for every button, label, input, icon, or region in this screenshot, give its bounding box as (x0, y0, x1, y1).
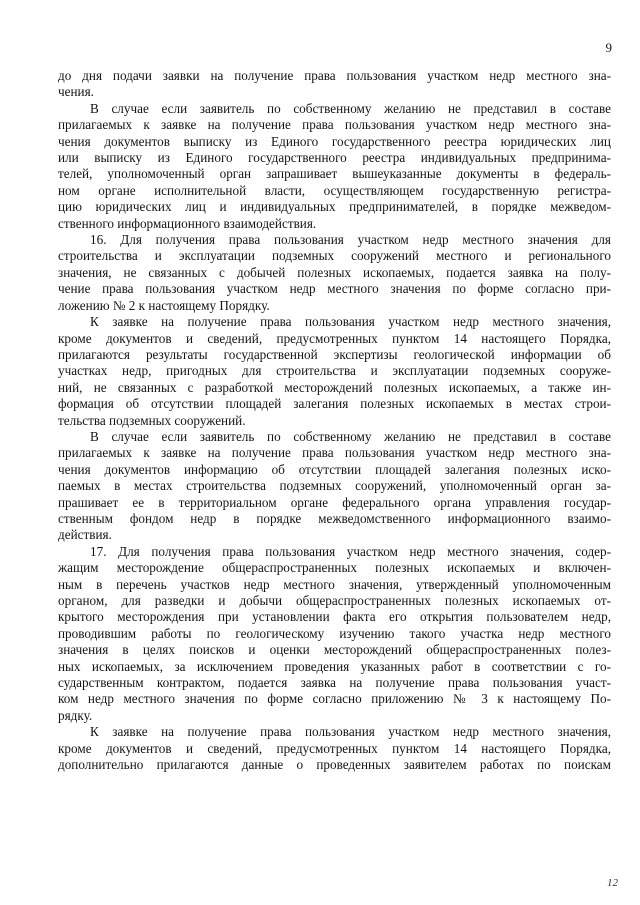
paragraph (58, 314, 611, 429)
text-line: ственного информационного взаимодействия. (58, 215, 317, 231)
text-line: кроме документов и сведений, предусмотренных пунктом 14 настоящего Порядка, (58, 330, 611, 346)
text-line: В случае если заявитель по собственному желанию не представил в составе (90, 100, 611, 116)
text-line: органом, для разведки и добычи общераспространенных полезных ископаемых от- (58, 593, 611, 608)
paragraph (58, 101, 611, 232)
text-line: ний, не связанных с разработкой месторождений полезных ископаемых, а также ин- (58, 379, 611, 395)
text-line: ном органе исполнительной власти, осуществляющем государственную регистра- (58, 182, 611, 198)
text-line: чения. (58, 84, 94, 100)
text-line: К заявке на получение права пользования участком недр местного значения, (90, 724, 611, 740)
text-line: ком недр местного значения по форме согласно приложению № 3 к настоящему По- (58, 691, 611, 707)
paragraph (58, 232, 611, 314)
text-line: телей, уполномоченный орган запрашивает вышеуказанные документы в федераль- (58, 166, 611, 182)
text-line: участках недр, пригодных для строительства и эксплуатации подземных сооруже- (58, 363, 611, 379)
page-number: 9 (605, 40, 612, 55)
text-line: К заявке на получение права пользования участком недр местного значения, (90, 314, 611, 330)
text-line: или выписку из Единого государственного реестра индивидуальных предпринима- (58, 150, 611, 166)
text-line: значения, не связанных с добычей полезных ископаемых, подается заявка на полу- (58, 264, 611, 280)
text-line: проводившим работы по геологическому изучению такого участка недр местного (58, 625, 611, 641)
text-line: рядку. (58, 707, 93, 723)
text-line: прашивает ее в территориальном органе федерального органа управления государ- (58, 494, 611, 510)
text-line: цию юридических лиц и индивидуальных предпринимателей, в порядке межведом- (58, 199, 611, 215)
text-line: прилагаемых к заявке на получение права пользования участком недр местного зна- (58, 445, 611, 461)
text-line: сударственным контрактом, подается заявка на получение права пользования участ- (58, 675, 611, 691)
text-line: прилагаемых к заявке на получение права пользования участком недр местного зна- (58, 117, 611, 133)
text-line: значения в целях поисков и оценки месторождений общераспространенных полез- (58, 642, 611, 658)
text-line: строительства и эксплуатации подземных сооружений местного и регионального (58, 248, 611, 264)
text-line: 17. Для получения права пользования участком недр местного значения, содер- (90, 543, 611, 559)
paragraph (58, 544, 611, 724)
body-text (58, 68, 611, 773)
text-line: ным в перечень участков недр местного значения, утвержденный уполномоченным (58, 576, 611, 592)
text-line: чение права пользования участком недр местного значения по форме согласно при- (58, 281, 611, 297)
text-line: дополнительно прилагаются данные о проведенных заявителем работах по поискам (58, 757, 611, 773)
text-line: ных ископаемых, за исключением проведения указанных работ в соответствии с го- (58, 658, 611, 674)
text-line: действия. (58, 527, 112, 543)
paragraph (58, 429, 611, 544)
text-line: прилагаются результаты государственной экспертизы геологической информации об (58, 346, 611, 362)
text-line: жащим месторождение общераспространенных полезных ископаемых и включен- (58, 560, 611, 576)
text-line: чения документов выписку из Единого государственного реестра юридических лиц (58, 133, 611, 149)
text-line: крытого месторождения при установлении факта его открытия пользователем недр, (58, 609, 611, 625)
text-line: кроме документов и сведений, предусмотренных пунктом 14 настоящего Порядка, (58, 740, 611, 756)
text-line: В случае если заявитель по собственному желанию не представил в составе (90, 428, 611, 444)
text-line: паемых в местах строительства подземных сооружений, уполномоченный орган за- (58, 478, 611, 494)
paragraph (58, 68, 611, 101)
margin-mark: 12 (607, 877, 618, 889)
text-line: ственным фондом недр в порядке межведомственного информационного взаимо- (58, 510, 611, 526)
paragraph (58, 724, 611, 773)
text-line: чения документов информацию об отсутствии площадей залегания полезных иско- (58, 461, 611, 477)
text-line: формация об отсутствии площадей залегания полезных ископаемых в местах строи- (58, 396, 611, 412)
text-line: до дня подачи заявки на получение права пользования участком недр местного зна- (58, 68, 611, 83)
text-line: тельства подземных сооружений. (58, 412, 246, 428)
text-line: ложению № 2 к настоящему Порядку. (58, 297, 270, 313)
text-line: 16. Для получения права пользования участком недр местного значения для (90, 232, 611, 248)
